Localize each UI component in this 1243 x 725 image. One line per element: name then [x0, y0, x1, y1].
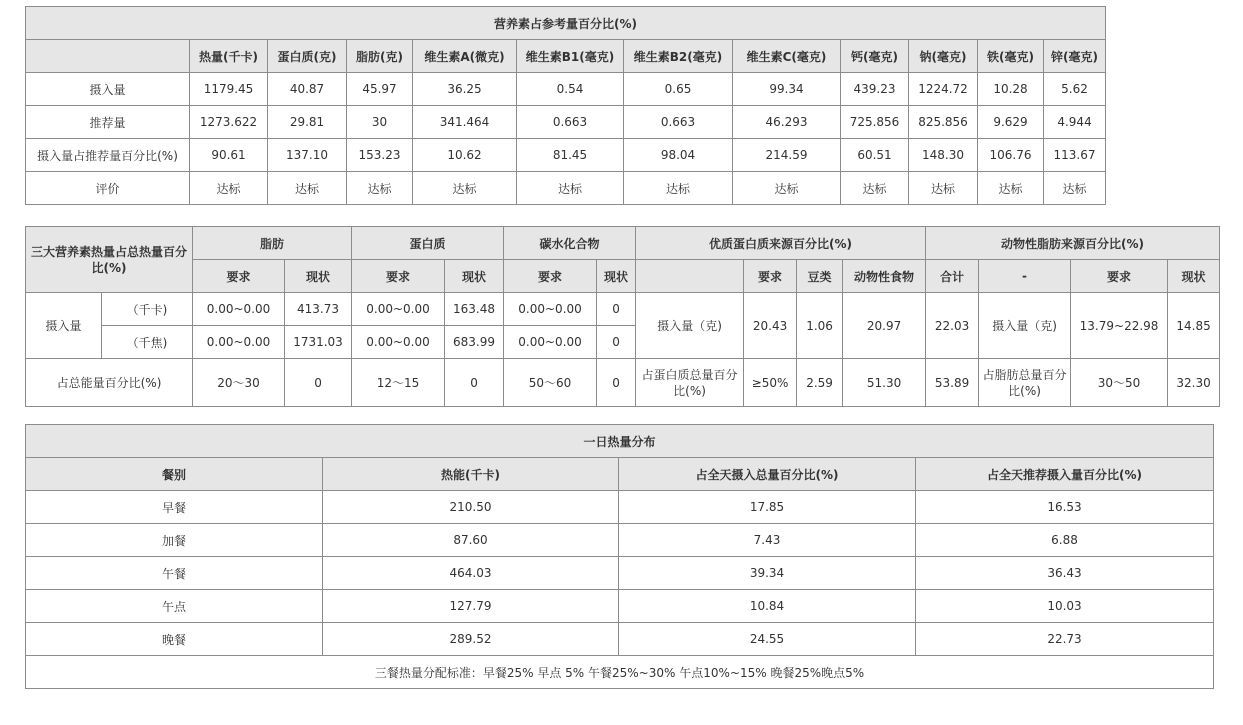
cell: 30～50: [1071, 359, 1168, 407]
cell: 127.79: [323, 590, 619, 623]
header-cell: 维生素B2(毫克): [624, 40, 733, 73]
sub-header-req: 要求: [504, 260, 597, 293]
nutrient-reference-table: [25, 6, 1106, 205]
table-row: [26, 73, 1106, 106]
table-row: [26, 623, 1214, 656]
sub-header-dou: 豆类: [797, 260, 843, 293]
cell: 达标: [517, 172, 624, 205]
cell: 725.856: [841, 106, 909, 139]
cell: 99.34: [733, 73, 841, 106]
cell: 45.97: [347, 73, 413, 106]
energy-table-title: 一日热量分布: [26, 425, 1214, 458]
cell: 2.59: [797, 359, 843, 407]
cell: 0.663: [624, 106, 733, 139]
cell: 17.85: [619, 491, 916, 524]
daily-energy-distribution-table: [25, 424, 1214, 689]
cell: 20.43: [744, 293, 797, 359]
header-cell: 热量(千卡): [190, 40, 268, 73]
cell: 10.62: [413, 139, 517, 172]
sub-header-cur: 现状: [445, 260, 504, 293]
cell: 14.85: [1168, 293, 1220, 359]
cell: 0.00~0.00: [193, 293, 285, 326]
cell: 24.55: [619, 623, 916, 656]
cell: 36.25: [413, 73, 517, 106]
meal-label: 午点: [26, 590, 323, 623]
cell: 90.61: [190, 139, 268, 172]
cell: 0: [285, 359, 352, 407]
cell: 98.04: [624, 139, 733, 172]
cell: 106.76: [978, 139, 1044, 172]
group-header-animal-fat: 动物性脂肪来源百分比(%): [926, 227, 1220, 260]
sub-header-req: 要求: [193, 260, 285, 293]
cell: 81.45: [517, 139, 624, 172]
table-row: [26, 359, 1220, 407]
cell: 达标: [347, 172, 413, 205]
cell: 1224.72: [909, 73, 978, 106]
header-cell: 餐别: [26, 458, 323, 491]
sub-header-req: 要求: [744, 260, 797, 293]
cell: 0: [445, 359, 504, 407]
cell: 达标: [413, 172, 517, 205]
cell: 0: [597, 293, 636, 326]
header-cell: 热能(千卡): [323, 458, 619, 491]
group-header-carbohydrate: 碳水化合物: [504, 227, 636, 260]
cell: 210.50: [323, 491, 619, 524]
table-row: [26, 557, 1214, 590]
cell: 113.67: [1044, 139, 1106, 172]
sub-header-total: 合计: [926, 260, 979, 293]
cell: 1731.03: [285, 326, 352, 359]
nutrient-table-title: 营养素占参考量百分比(%): [26, 7, 1106, 40]
cell: 39.34: [619, 557, 916, 590]
cell: 20～30: [193, 359, 285, 407]
sub-header-dash: -: [979, 260, 1071, 293]
cell: 16.53: [916, 491, 1214, 524]
row-label: 摄入量: [26, 73, 190, 106]
cell: ≥50%: [744, 359, 797, 407]
cell: 13.79~22.98: [1071, 293, 1168, 359]
cell: 20.97: [843, 293, 926, 359]
cell: 341.464: [413, 106, 517, 139]
cell: 22.73: [916, 623, 1214, 656]
cell: 50～60: [504, 359, 597, 407]
group-header-protein: 蛋白质: [352, 227, 504, 260]
cell: 0.00~0.00: [352, 293, 445, 326]
cell: 10.84: [619, 590, 916, 623]
cell: 29.81: [268, 106, 347, 139]
cell: 32.30: [1168, 359, 1220, 407]
cell: 46.293: [733, 106, 841, 139]
fat-intake-label: 摄入量（克): [979, 293, 1071, 359]
unit-kj: （千焦): [102, 326, 193, 359]
header-cell: 锌(毫克): [1044, 40, 1106, 73]
nutrient-header-row: [26, 40, 1106, 73]
cell: 148.30: [909, 139, 978, 172]
cell: 289.52: [323, 623, 619, 656]
table-row: [26, 293, 1220, 326]
meal-label: 午餐: [26, 557, 323, 590]
sub-header-animal-food: 动物性食物: [843, 260, 926, 293]
cell: 0.00~0.00: [504, 293, 597, 326]
header-cell: 维生素C(毫克): [733, 40, 841, 73]
cell: 1273.622: [190, 106, 268, 139]
meal-label: 早餐: [26, 491, 323, 524]
header-cell: 钙(毫克): [841, 40, 909, 73]
cell: 0.00~0.00: [193, 326, 285, 359]
header-cell: 维生素A(微克): [413, 40, 517, 73]
cell: 51.30: [843, 359, 926, 407]
cell: 40.87: [268, 73, 347, 106]
table-row: [26, 590, 1214, 623]
macronutrient-corner-label: 三大营养素热量占总热量百分比(%): [26, 227, 193, 293]
cell: 137.10: [268, 139, 347, 172]
table-row: [26, 139, 1106, 172]
cell: 10.28: [978, 73, 1044, 106]
group-header-quality-protein: 优质蛋白质来源百分比(%): [636, 227, 926, 260]
row-label: 摄入量占推荐量百分比(%): [26, 139, 190, 172]
cell: 达标: [1044, 172, 1106, 205]
cell: 0: [597, 326, 636, 359]
cell: 87.60: [323, 524, 619, 557]
header-cell: 铁(毫克): [978, 40, 1044, 73]
table-row: [26, 172, 1106, 205]
header-cell: 脂肪(克): [347, 40, 413, 73]
cell: 1179.45: [190, 73, 268, 106]
sub-header-empty: [636, 260, 744, 293]
cell: 达标: [733, 172, 841, 205]
protein-intake-label: 摄入量（克): [636, 293, 744, 359]
cell: 达标: [268, 172, 347, 205]
cell: 163.48: [445, 293, 504, 326]
cell: 825.856: [909, 106, 978, 139]
group-header-fat: 脂肪: [193, 227, 352, 260]
header-cell: 占全天推荐摄入量百分比(%): [916, 458, 1214, 491]
cell: 达标: [978, 172, 1044, 205]
cell: 达标: [909, 172, 978, 205]
cell: 36.43: [916, 557, 1214, 590]
cell: 413.73: [285, 293, 352, 326]
table-row: [26, 524, 1214, 557]
table-row: [26, 491, 1214, 524]
meal-label: 加餐: [26, 524, 323, 557]
unit-kcal: （千卡): [102, 293, 193, 326]
cell: 53.89: [926, 359, 979, 407]
fat-pct-label: 占脂肪总量百分比(%): [979, 359, 1071, 407]
header-cell: 蛋白质(克): [268, 40, 347, 73]
cell: 5.62: [1044, 73, 1106, 106]
sub-header-req: 要求: [352, 260, 445, 293]
sub-header-cur: 现状: [597, 260, 636, 293]
header-cell: [26, 40, 190, 73]
cell: 0.00~0.00: [352, 326, 445, 359]
cell: 439.23: [841, 73, 909, 106]
intake-label: 摄入量: [26, 293, 102, 359]
macronutrient-energy-table: [25, 226, 1220, 407]
pct-label: 占总能量百分比(%): [26, 359, 193, 407]
cell: 60.51: [841, 139, 909, 172]
row-label: 评价: [26, 172, 190, 205]
header-cell: 维生素B1(毫克): [517, 40, 624, 73]
energy-header-row: [26, 458, 1214, 491]
cell: 达标: [841, 172, 909, 205]
cell: 22.03: [926, 293, 979, 359]
cell: 214.59: [733, 139, 841, 172]
cell: 0: [597, 359, 636, 407]
cell: 达标: [190, 172, 268, 205]
cell: 683.99: [445, 326, 504, 359]
cell: 464.03: [323, 557, 619, 590]
header-cell: 钠(毫克): [909, 40, 978, 73]
cell: 0.00~0.00: [504, 326, 597, 359]
energy-distribution-footer: 三餐热量分配标准：早餐25% 早点 5% 午餐25%~30% 午点10%~15% 晚餐25%晚点5%: [26, 656, 1214, 689]
cell: 10.03: [916, 590, 1214, 623]
protein-pct-label: 占蛋白质总量百分比(%): [636, 359, 744, 407]
cell: 30: [347, 106, 413, 139]
cell: 9.629: [978, 106, 1044, 139]
cell: 达标: [624, 172, 733, 205]
cell: 0.65: [624, 73, 733, 106]
sub-header-cur: 现状: [285, 260, 352, 293]
row-label: 推荐量: [26, 106, 190, 139]
cell: 12～15: [352, 359, 445, 407]
cell: 4.944: [1044, 106, 1106, 139]
sub-header-req: 要求: [1071, 260, 1168, 293]
sub-header-cur: 现状: [1168, 260, 1220, 293]
table-row: [26, 106, 1106, 139]
cell: 6.88: [916, 524, 1214, 557]
meal-label: 晚餐: [26, 623, 323, 656]
header-cell: 占全天摄入总量百分比(%): [619, 458, 916, 491]
cell: 1.06: [797, 293, 843, 359]
cell: 0.54: [517, 73, 624, 106]
cell: 7.43: [619, 524, 916, 557]
cell: 0.663: [517, 106, 624, 139]
cell: 153.23: [347, 139, 413, 172]
